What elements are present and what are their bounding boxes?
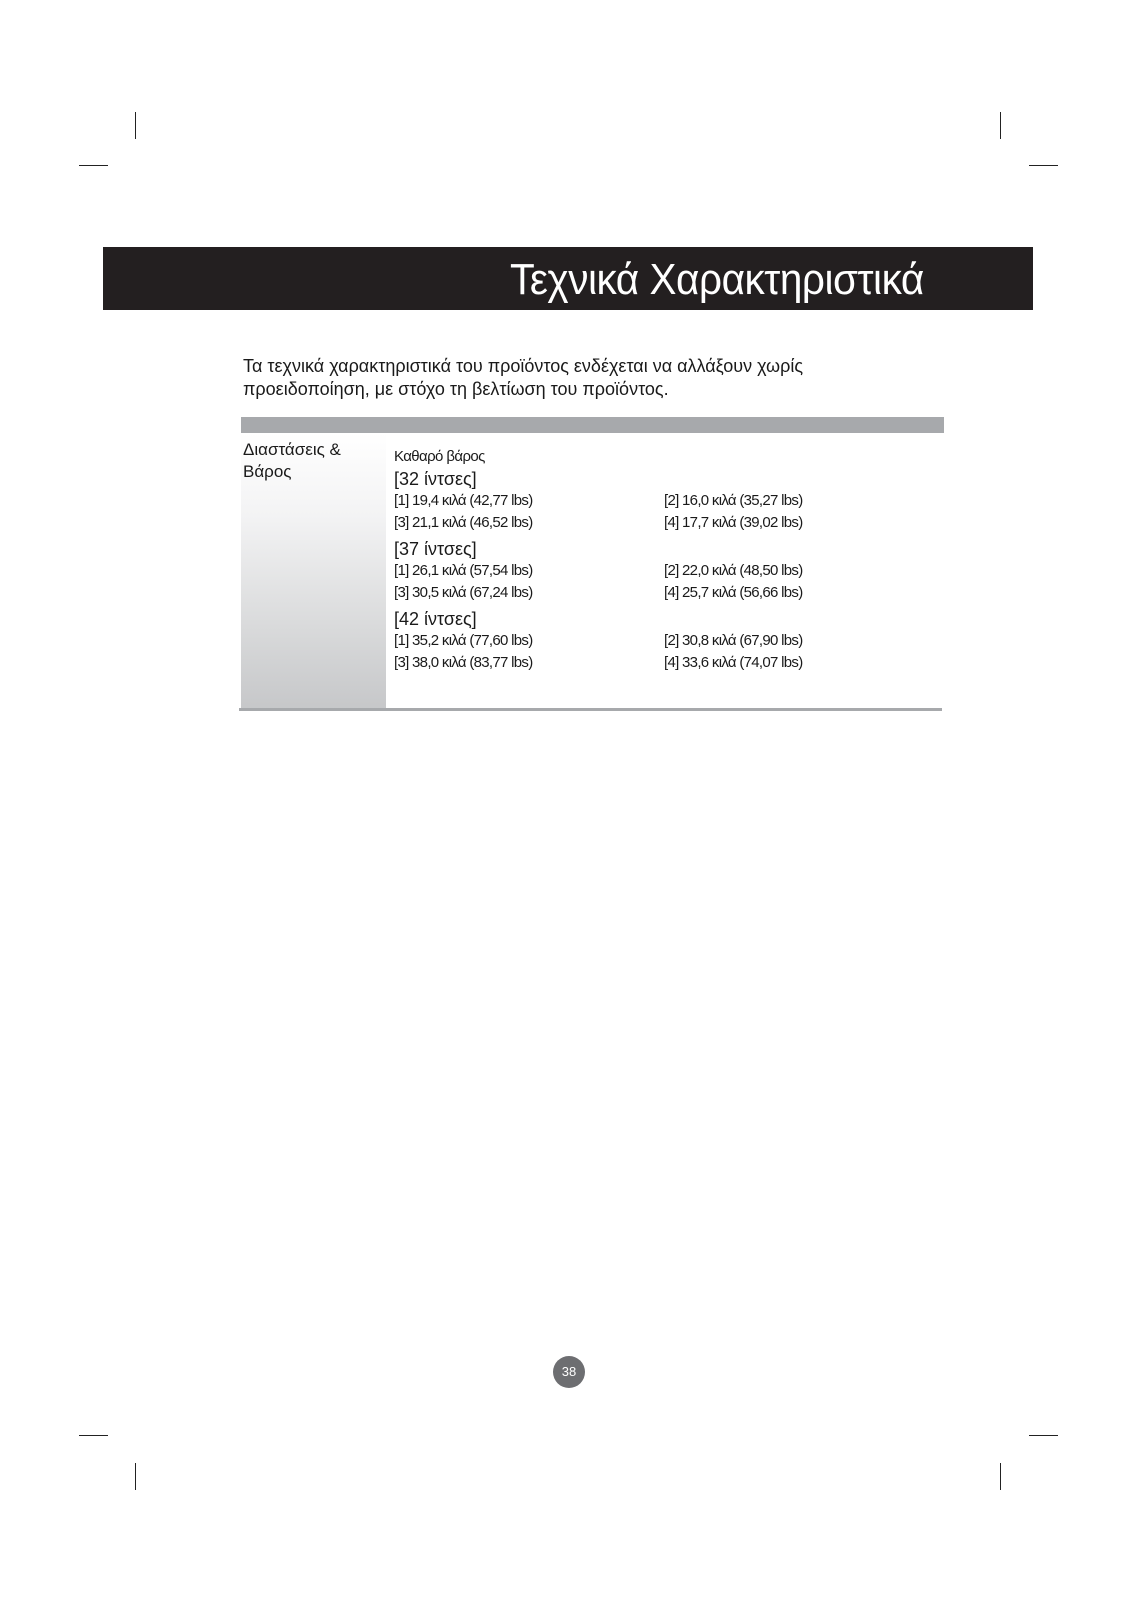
spec-table-header-bar bbox=[241, 417, 944, 433]
weight-value: [2] 16,0 κιλά (35,27 lbs) bbox=[664, 492, 803, 509]
spec-label-line-1: Διαστάσεις & bbox=[243, 440, 341, 459]
title-bar bbox=[103, 247, 1033, 310]
intro-line-2: προειδοποίηση, με στόχο τη βελτίωση του προϊόντος. bbox=[243, 379, 669, 399]
page-title: Τεχνικά Χαρακτηριστικά bbox=[510, 255, 924, 304]
crop-mark-top-left-vertical bbox=[135, 112, 136, 139]
spec-table-bottom-rule bbox=[239, 708, 942, 711]
weight-row bbox=[394, 630, 914, 652]
weight-value: [2] 30,8 κιλά (67,90 lbs) bbox=[664, 632, 803, 649]
crop-mark-top-right-horizontal bbox=[1029, 165, 1058, 166]
weight-value: [1] 26,1 κιλά (57,54 lbs) bbox=[394, 562, 533, 579]
size-heading: [37 ίντσες] bbox=[394, 539, 477, 559]
weight-row bbox=[394, 512, 914, 534]
spec-label-column bbox=[241, 433, 386, 710]
weight-value: [2] 22,0 κιλά (48,50 lbs) bbox=[664, 562, 803, 579]
weight-value: [4] 33,6 κιλά (74,07 lbs) bbox=[664, 654, 803, 671]
size-group-32 bbox=[394, 468, 914, 534]
size-group-37 bbox=[394, 538, 914, 604]
weight-row bbox=[394, 652, 914, 674]
weight-value: [4] 25,7 κιλά (56,66 lbs) bbox=[664, 584, 803, 601]
weight-value: [4] 17,7 κιλά (39,02 lbs) bbox=[664, 514, 803, 531]
weight-value: [3] 38,0 κιλά (83,77 lbs) bbox=[394, 654, 533, 671]
size-heading: [42 ίντσες] bbox=[394, 609, 477, 629]
spec-label-line-2: Βάρος bbox=[243, 462, 292, 481]
crop-mark-top-right-vertical bbox=[1000, 112, 1001, 139]
weight-value: [3] 30,5 κιλά (67,24 lbs) bbox=[394, 584, 533, 601]
crop-mark-bottom-right-horizontal bbox=[1029, 1435, 1058, 1436]
size-heading: [32 ίντσες] bbox=[394, 469, 477, 489]
net-weight-label: Καθαρό βάρος bbox=[394, 448, 485, 465]
weight-row bbox=[394, 560, 914, 582]
spec-label bbox=[243, 439, 341, 483]
page-number: 38 bbox=[553, 1356, 585, 1388]
intro-line-1: Τα τεχνικά χαρακτηριστικά του προϊόντος ενδέχεται να αλλάξουν χωρίς bbox=[243, 356, 804, 376]
crop-mark-top-left-horizontal bbox=[79, 165, 108, 166]
size-group-42 bbox=[394, 608, 914, 674]
crop-mark-bottom-right-vertical bbox=[1000, 1463, 1001, 1490]
weight-row bbox=[394, 490, 914, 512]
intro-paragraph bbox=[243, 355, 963, 401]
weight-value: [1] 19,4 κιλά (42,77 lbs) bbox=[394, 492, 533, 509]
spec-values bbox=[394, 448, 914, 674]
weight-value: [3] 21,1 κιλά (46,52 lbs) bbox=[394, 514, 533, 531]
weight-value: [1] 35,2 κιλά (77,60 lbs) bbox=[394, 632, 533, 649]
crop-mark-bottom-left-horizontal bbox=[79, 1435, 108, 1436]
weight-row bbox=[394, 582, 914, 604]
crop-mark-bottom-left-vertical bbox=[135, 1463, 136, 1490]
